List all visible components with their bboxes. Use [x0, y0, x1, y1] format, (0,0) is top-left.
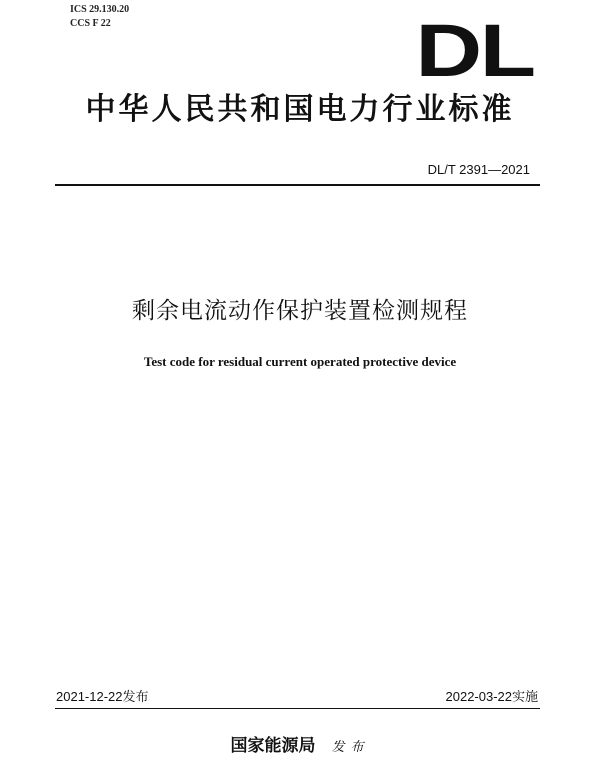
publisher-line	[0, 735, 600, 759]
dl-logo: DL	[415, 9, 534, 92]
document-title-en: Test code for residual current operated protective device	[143, 354, 457, 369]
standard-body-heading: 中华人民共和国电力行业标准	[85, 92, 515, 127]
implement-date: 2022-03-22实施	[445, 689, 538, 704]
publish-verb: 发布	[331, 740, 370, 755]
document-title-cn: 剩余电流动作保护装置检测规程	[132, 298, 468, 324]
top-divider	[55, 184, 540, 186]
ccs-code: CCS F 22	[70, 18, 111, 29]
bottom-divider	[55, 708, 540, 709]
ics-code: ICS 29.130.20	[70, 4, 130, 15]
publisher-name: 国家能源局	[230, 736, 316, 756]
issue-date: 2021-12-22发布	[56, 689, 149, 704]
standard-number: DL/T 2391—2021	[427, 162, 530, 177]
